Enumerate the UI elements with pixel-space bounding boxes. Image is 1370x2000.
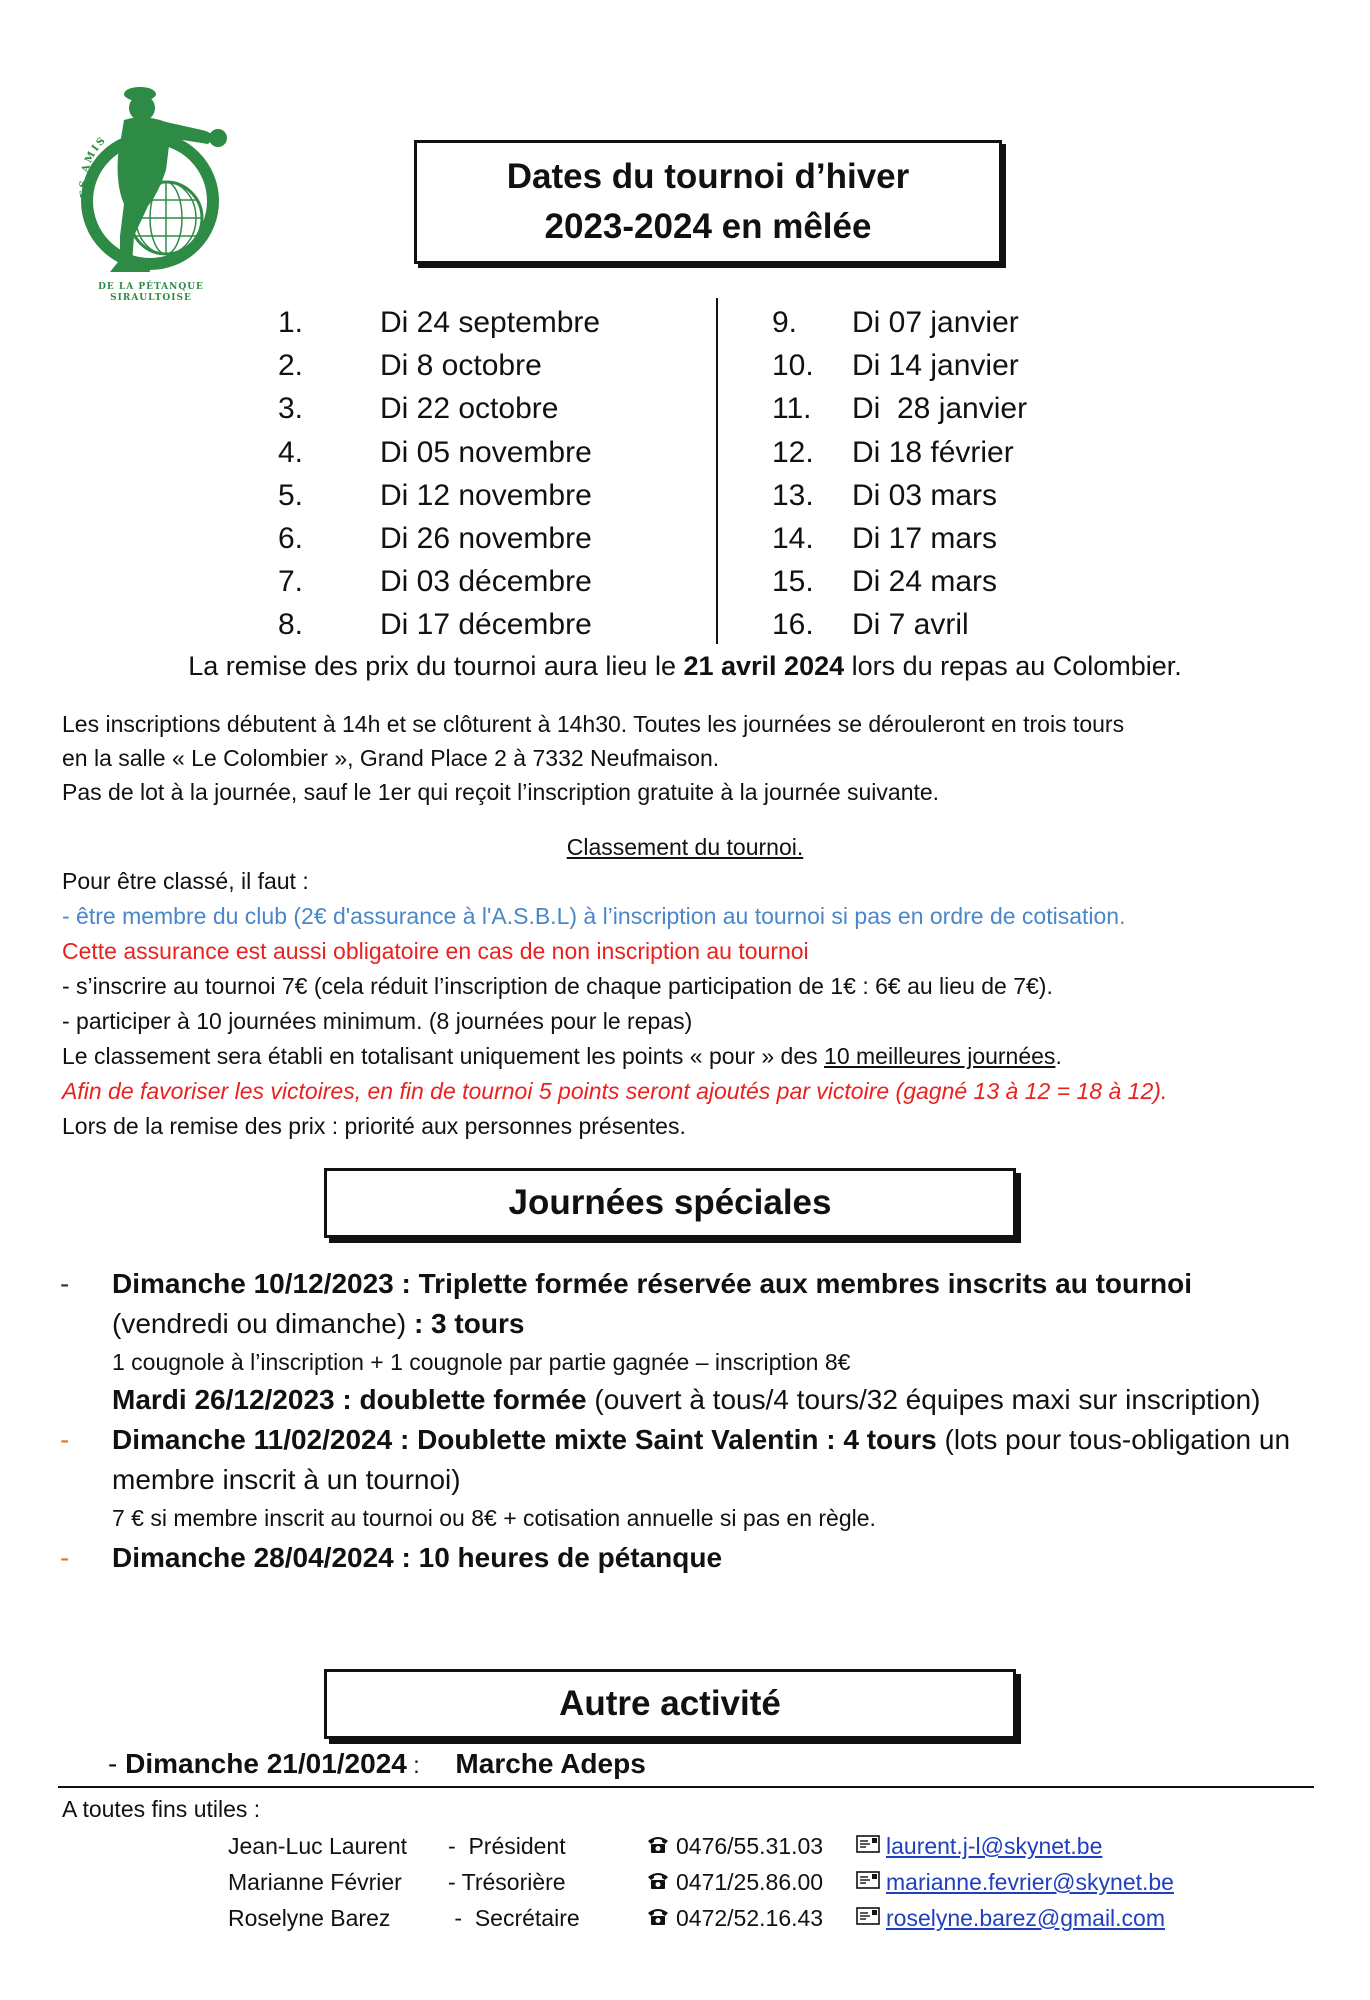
date-text: Di 03 mars — [852, 478, 998, 512]
date-row — [772, 301, 1027, 344]
date-row — [278, 387, 600, 430]
date-text: Di 12 novembre — [380, 478, 592, 512]
dates-list-left — [278, 301, 600, 647]
date-text: Di 24 mars — [852, 565, 998, 599]
contact-email-link[interactable]: laurent.j-l@skynet.be — [886, 1833, 1103, 1859]
special-day-item: - Dimanche 28/04/2024 : 10 heures de pétanque — [60, 1542, 723, 1573]
contact-row — [228, 1864, 1174, 1900]
contact-role: - Trésorière — [448, 1869, 566, 1895]
contact-row — [228, 1828, 1174, 1864]
registration-info: Les inscriptions débutent à 14h et se clôturent à 14h30. Toutes les journées se dérouleront en trois tours en la salle « Le Colombier », Grand Place 2 à 7332 Neufmaison. Pas de lot à la journée, sauf le 1er qui reçoit l’inscription gratuite à la journée suivante. — [62, 711, 1125, 805]
logo-caption: DE LA PÉTANQUE SIRAULTOISE — [98, 282, 204, 303]
date-number: 5. — [278, 478, 304, 512]
date-number: 13. — [772, 478, 814, 512]
dates-list-right — [772, 301, 1027, 647]
special-days-heading: Journées spéciales — [324, 1168, 1016, 1238]
date-text: Di 17 mars — [852, 521, 998, 555]
separator-line — [58, 1786, 1314, 1788]
telephone-icon — [646, 1864, 676, 1900]
contact-name: Marianne Février — [228, 1869, 402, 1895]
date-number: 16. — [772, 608, 814, 642]
contact-phone: 0472/52.16.43 — [676, 1905, 824, 1931]
contact-role: - Secrétaire — [448, 1905, 580, 1931]
date-row — [772, 387, 1027, 430]
other-activity-heading: Autre activité — [324, 1669, 1016, 1739]
date-text: Di 03 décembre — [380, 565, 592, 599]
contact-name: Roselyne Barez — [228, 1905, 391, 1931]
contact-email-link[interactable]: marianne.fevrier@skynet.be — [886, 1869, 1174, 1895]
date-row — [278, 474, 600, 517]
date-row — [772, 474, 1027, 517]
divider-line — [716, 298, 718, 644]
contact-row — [228, 1900, 1174, 1936]
date-row — [772, 517, 1027, 560]
special-day-item: Mardi 26/12/2023 : doublette formée (ouvert à tous/4 tours/32 équipes maxi sur inscription) — [112, 1384, 1261, 1415]
date-text: Di 18 février — [852, 435, 1014, 469]
date-number: 9. — [772, 306, 798, 339]
date-number: 6. — [278, 521, 304, 555]
date-number: 11. — [772, 392, 812, 426]
envelope-icon — [856, 1864, 886, 1900]
date-row — [278, 560, 600, 603]
date-row — [772, 344, 1027, 387]
date-row — [278, 517, 600, 560]
date-number: 15. — [772, 565, 814, 599]
date-text: Di 24 septembre — [380, 306, 601, 339]
contact-name: Jean-Luc Laurent — [228, 1833, 408, 1859]
date-row — [772, 560, 1027, 603]
date-text: Di 22 octobre — [380, 392, 559, 426]
date-text: Di 26 novembre — [380, 521, 592, 555]
logo-top-text: LES AMIS — [78, 134, 109, 209]
contacts-list — [228, 1828, 1174, 1936]
date-number: 12. — [772, 435, 814, 469]
date-text: Di 05 novembre — [380, 435, 592, 469]
special-day-item: - Dimanche 11/02/2024 : Doublette mixte Saint Valentin : 4 tours (lots pour tous-obligation un membre inscrit à un tournoi) 7 € si membre inscrit au tournoi ou 8€ + cotisation annuelle si pas en règle. — [60, 1424, 1291, 1531]
date-number: 2. — [278, 349, 304, 383]
date-text: Di 8 octobre — [380, 349, 542, 383]
other-activity-item: - Dimanche 21/01/2024 : Marche Adeps — [108, 1748, 646, 1779]
date-text: Di 7 avril — [852, 608, 969, 642]
date-row — [278, 603, 600, 646]
date-row — [278, 431, 600, 474]
date-row — [772, 431, 1027, 474]
contact-phone: 0471/25.86.00 — [676, 1869, 824, 1895]
contact-role: - Président — [448, 1833, 566, 1859]
envelope-icon — [856, 1900, 886, 1936]
date-text: Di 17 décembre — [380, 608, 592, 642]
contact-phone: 0476/55.31.03 — [676, 1833, 824, 1859]
date-number: 14. — [772, 521, 814, 555]
telephone-icon — [646, 1900, 676, 1936]
telephone-icon — [646, 1828, 676, 1864]
date-number: 4. — [278, 435, 304, 469]
date-number: 1. — [278, 306, 304, 339]
date-number: 3. — [278, 392, 304, 426]
contact-email-link[interactable]: roselyne.barez@gmail.com — [886, 1905, 1166, 1931]
envelope-icon — [856, 1828, 886, 1864]
date-number: 8. — [278, 608, 304, 642]
special-days-list — [60, 1264, 1340, 1578]
ranking-heading: Classement du tournoi. — [566, 834, 804, 860]
date-row — [278, 344, 600, 387]
date-row — [278, 301, 600, 344]
prize-announcement: La remise des prix du tournoi aura lieu le 21 avril 2024 lors du repas au Colombier. — [188, 651, 1182, 681]
page-title: Dates du tournoi d’hiver 2023-2024 en mêlée — [414, 140, 1002, 264]
date-number: 7. — [278, 565, 304, 599]
contacts-title: A toutes fins utiles : — [62, 1796, 261, 1822]
date-number: 10. — [772, 349, 814, 383]
ranking-rules: Pour être classé, il faut : - être membre du club (2€ d'assurance à l'A.S.B.L) à l’inscription au tournoi si pas en ordre de cotisation. Cette assurance est aussi obligatoire en cas de non inscription au tournoi - s’inscrire au tournoi 7€ (cela réduit l’inscription de chaque participation de 1€ : 6€ au lieu de 7€). - participer à 10 journées minimum. (8 journées pour le repas) Le classement sera établi en totalisant uniquement les points « pour » des 10 meilleures journées. Afin de favoriser les victoires, en fin de tournoi 5 points seront ajoutés par victoire (gagné 13 à 12 = 18 à 12). Lors de la remise des prix : priorité aux personnes présentes. — [62, 868, 1168, 1139]
date-text: Di 14 janvier — [852, 349, 1019, 383]
special-day-item: - Dimanche 10/12/2023 : Triplette formée réservée aux membres inscrits au tournoi (vendredi ou dimanche) : 3 tours 1 cougnole à l’inscription + 1 cougnole par partie gagnée – inscription 8€ — [60, 1268, 1193, 1375]
club-logo — [62, 86, 240, 306]
date-text: Di 28 janvier — [852, 392, 1028, 426]
date-text: Di 07 janvier — [852, 306, 1019, 339]
date-row — [772, 603, 1027, 646]
